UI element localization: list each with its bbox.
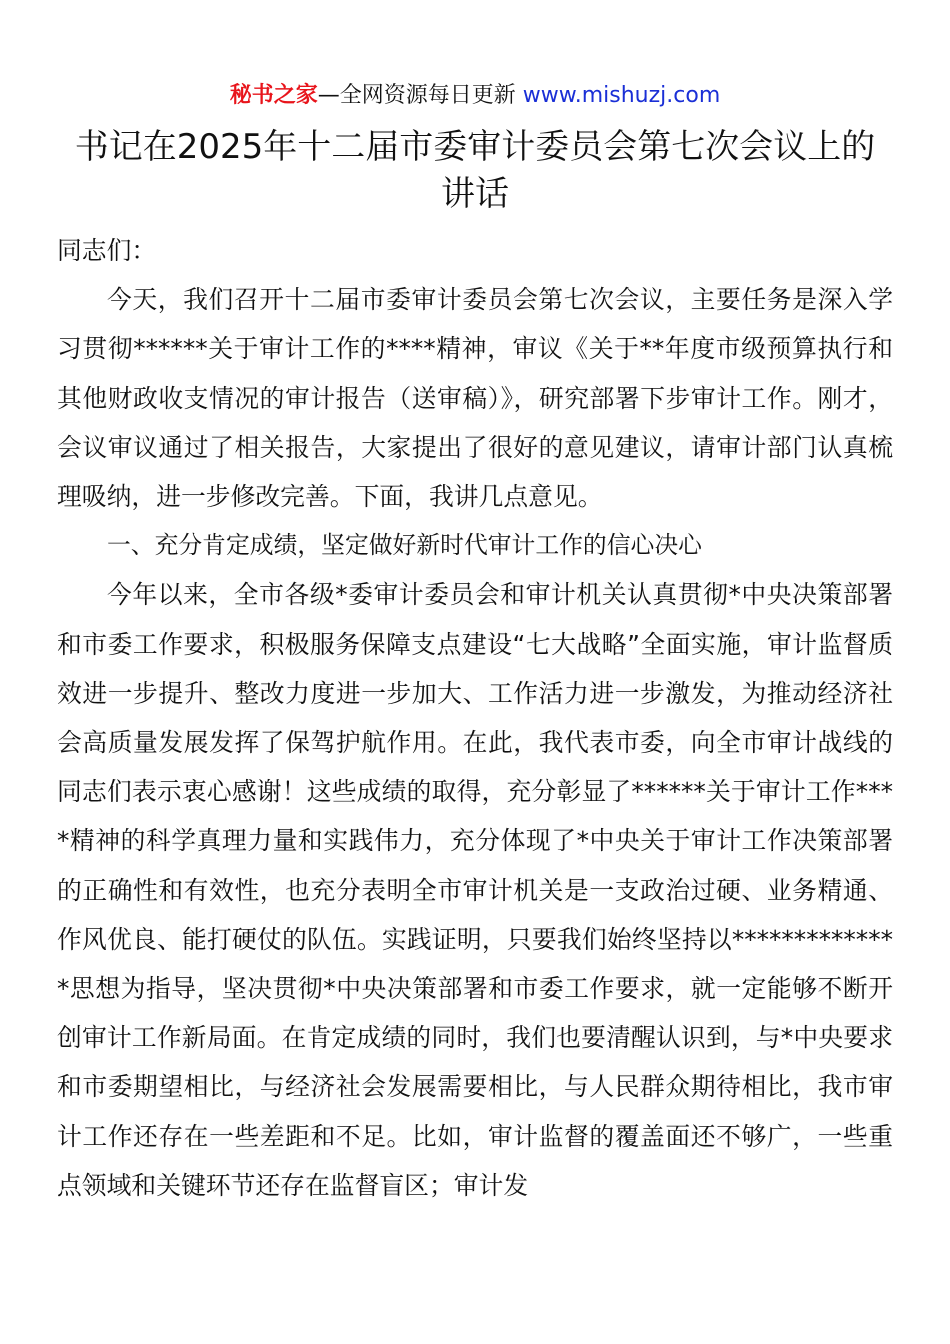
paragraph-intro: 今天，我们召开十二届市委审计委员会第七次会议，主要任务是深入学习贯彻******关于审计工作的****精神，审议《关于**年度市级预算执行和其他财政收支情况的审计报告（送审稿）》，研究部署下步审计工作。刚才，会议审议通过了相关报告，大家提出了很好的意见建议，请审计部门认真梳理吸纳，进一步修改完善。下面，我讲几点意见。 [57, 285, 893, 512]
header-tagline: —全网资源每日更新 [317, 83, 523, 108]
paragraph-achievements: 今年以来，全市各级*委审计委员会和审计机关认真贯彻*中央决策部署和市委工作要求，积极服务保障支点建设“七大战略”全面实施，审计监督质效进一步提升、整改力度进一步加大、工作活力进一步激发，为推动经济社会高质量发展发挥了保驾护航作用。在此，我代表市委，向全市审计战线的同志们表示衷心感谢！这些成绩的取得，充分彰显了******关于审计工作****精神的科学真理力量和实践伟力，充分体现了*中央关于审计工作决策部署的正确性和有效性，也充分表明全市审计机关是一支政治过硬、业务精通、作风优良、能打硬仗的队伍。实践证明，只要我们始终坚持以**************思想为指导，坚决贯彻*中央决策部署和市委工作要求，就一定能够不断开创审计工作新局面。在肯定成绩的同时，我们也要清醒认识到，与*中央要求和市委期望相比，与经济社会发展需要相比，与人民群众期待相比，我市审计工作还存在一些差距和不足。比如，审计监督的覆盖面还不够广，一些重点领域和关键环节还存在监督盲区；审计发 [57, 580, 893, 1200]
document-body [57, 226, 893, 1210]
site-url-link[interactable]: www.mishuzj.com [522, 83, 721, 108]
salutation: 同志们： [57, 236, 157, 265]
document-title: 书记在2025年十二届市委审计委员会第七次会议上的讲话 [74, 127, 876, 214]
site-header [0, 80, 950, 112]
section-heading-1: 一、充分肯定成绩，坚定做好新时代审计工作的信心决心 [107, 531, 702, 560]
brand-name: 秘书之家 [229, 83, 318, 108]
